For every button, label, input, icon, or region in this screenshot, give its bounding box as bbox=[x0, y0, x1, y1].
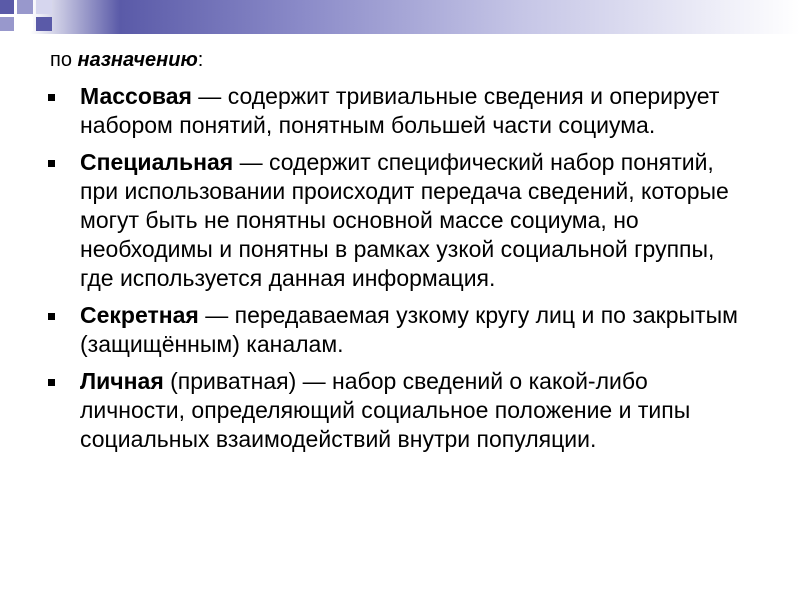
list-item bbox=[48, 301, 748, 359]
item-text: — передаваемая узкому кругу лиц и по закрытым (защищённым) каналам. bbox=[80, 302, 738, 357]
intro-emphasis: назначению bbox=[77, 49, 198, 71]
item-text: (приватная) — набор сведений о какой-либо личности, определяющий социальное положение и типы социальных взаимодействий внутри популяции. bbox=[80, 368, 691, 452]
intro-line bbox=[50, 46, 203, 74]
item-term: Массовая bbox=[80, 83, 192, 109]
bullet-list bbox=[48, 82, 748, 462]
bullet-square-icon bbox=[48, 313, 55, 320]
item-text: — содержит специфический набор понятий, при использовании происходит передача сведений, которые могут быть не понятны основной массе социума, но необходимы и понятны в рамках узкой социальной группы, где используется данная информация. bbox=[80, 149, 729, 291]
bullet-square-icon bbox=[48, 94, 55, 101]
intro-prefix: по bbox=[50, 49, 78, 71]
list-item bbox=[48, 82, 748, 140]
item-text: — содержит тривиальные сведения и оперирует набором понятий, понятным большей части социума. bbox=[80, 83, 720, 138]
bullet-square-icon bbox=[48, 160, 55, 167]
item-term: Специальная bbox=[80, 149, 234, 175]
item-term: Личная bbox=[80, 368, 164, 394]
list-item bbox=[48, 148, 748, 293]
bullet-square-icon bbox=[48, 379, 55, 386]
list-item bbox=[48, 367, 748, 454]
intro-suffix: : bbox=[197, 49, 204, 71]
item-term: Секретная bbox=[80, 302, 199, 328]
